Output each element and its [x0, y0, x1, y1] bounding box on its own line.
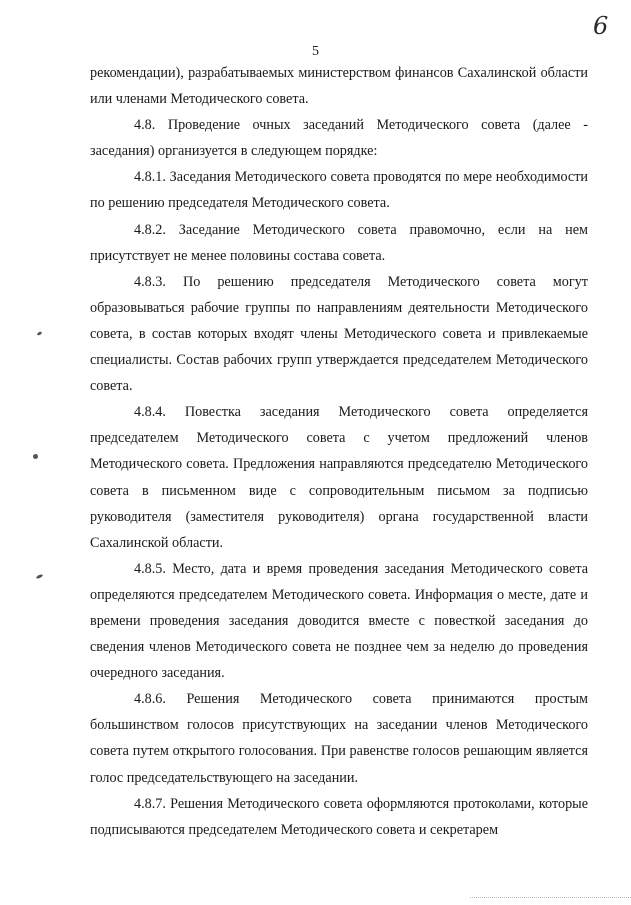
paragraph-4-8-5: 4.8.5. Место, дата и время проведения заседания Методического совета определяются председателем Методического совета. Информация о месте, дате и времени проведения заседания доводится вместе с повесткой заседания до сведения членов Методического совета не позднее чем за неделю до проведения очередного заседания. — [90, 560, 588, 682]
handwritten-page-mark: 6 — [593, 12, 609, 40]
scan-speck — [37, 331, 43, 336]
scan-edge — [470, 897, 631, 899]
document-body — [90, 60, 588, 843]
paragraph-4-8-4: 4.8.4. Повестка заседания Методического совета определяется председателем Методического совета с учетом предложений членов Методического совета. Предложения направляются председателю Методического совета в письменном виде с сопроводительным письмом за подписью руководителя (заместителя руководителя) органа государственной власти Сахалинской области. — [90, 404, 588, 551]
paragraph-4-8-3: 4.8.3. По решению председателя Методического совета могут образовываться рабочие группы по направлениям деятельности Методического совета, в состав которых входят члены Методического совета и привлекаемые специалисты. Состав рабочих групп утверждается председателем Методического совета. — [90, 273, 588, 395]
paragraph-continuation: рекомендации), разрабатываемых министерством финансов Сахалинской области или членами Методического совета. — [90, 65, 588, 108]
paragraph-4-8-2: 4.8.2. Заседание Методического совета правомочно, если на нем присутствует не менее половины состава совета. — [90, 221, 588, 264]
scan-speck — [33, 454, 38, 459]
scan-speck — [36, 574, 44, 580]
paragraph-4-8: 4.8. Проведение очных заседаний Методического совета (далее - заседания) организуется в следующем порядке: — [90, 117, 588, 160]
paragraph-4-8-7: 4.8.7. Решения Методического совета оформляются протоколами, которые подписываются председателем Методического совета и секретарем — [90, 795, 588, 838]
paragraph-4-8-1: 4.8.1. Заседания Методического совета проводятся по мере необходимости по решению председателя Методического совета. — [90, 169, 588, 212]
page-number: 5 — [312, 44, 319, 59]
paragraph-4-8-6: 4.8.6. Решения Методического совета принимаются простым большинством голосов присутствующих на заседании членов Методического совета путем открытого голосования. При равенстве голосов решающим является голос председательствующего на заседании. — [90, 691, 588, 786]
